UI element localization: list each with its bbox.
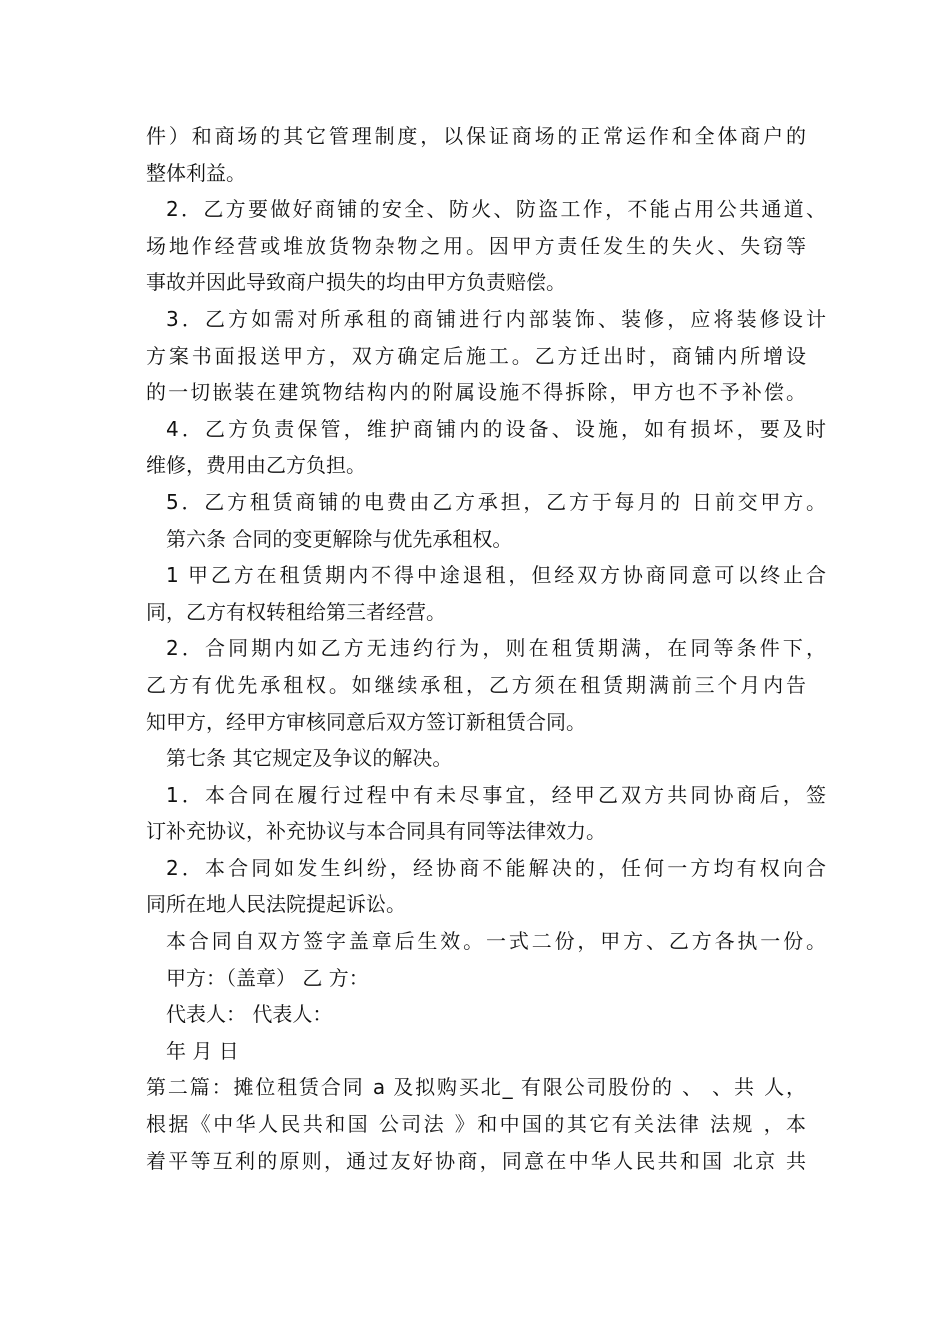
text-line: 维修，费用由乙方负担。	[146, 453, 366, 478]
section-heading: 第六条 合同的变更解除与优先承租权。	[166, 526, 513, 551]
text-line: 方案书面报送甲方，双方确定后施工。乙方迁出时，商铺内所增设	[146, 343, 806, 368]
section-heading: 第七条 其它规定及争议的解决。	[166, 746, 453, 771]
text-line: 事故并因此导致商户损失的均由甲方负责赔偿。	[146, 270, 566, 295]
text-line: 1．本合同在履行过程中有未尽事宜，经甲乙双方共同协商后，签	[166, 782, 826, 807]
text-line: 订补充协议，补充协议与本合同具有同等法律效力。	[146, 819, 606, 844]
text-line: 件）和商场的其它管理制度，以保证商场的正常运作和全体商户的	[146, 124, 806, 148]
signature-representative-line: 代表人： 代表人：	[166, 1002, 333, 1027]
text-line: 5．乙方租赁商铺的电费由乙方承担，乙方于每月的 日前交甲方。	[166, 489, 826, 514]
text-line: 1 甲乙方在租赁期内不得中途退租，但经双方协商同意可以终止合	[166, 563, 826, 588]
text-line: 根据《中华人民共和国 公司法 》和中国的其它有关法律 法规 ，本	[146, 1112, 806, 1137]
signature-date-line: 年 月 日	[166, 1038, 239, 1063]
text-line: 3．乙方如需对所承租的商铺进行内部装饰、装修，应将装修设计	[166, 306, 826, 331]
text-line: 2．本合同如发生纠纷，经协商不能解决的，任何一方均有权向合	[166, 855, 826, 880]
text-line: 4．乙方负责保管，维护商铺内的设备、设施，如有损坏，要及时	[166, 416, 826, 441]
text-line: 着平等互利的原则，通过友好协商，同意在中华人民共和国 北京 共	[146, 1148, 806, 1173]
text-line: 2．合同期内如乙方无违约行为，则在租赁期满，在同等条件下，	[166, 636, 826, 661]
text-line: 本合同自双方签字盖章后生效。一式二份，甲方、乙方各执一份。	[166, 929, 826, 954]
part-two-title-line: 第二篇：摊位租赁合同 a 及拟购买北_ 有限公司股份的 、 、共 人，	[146, 1075, 806, 1100]
text-line: 的一切嵌装在建筑物结构内的附属设施不得拆除，甲方也不予补偿。	[146, 380, 806, 405]
text-line: 同所在地人民法院提起诉讼。	[146, 892, 406, 917]
text-line: 同，乙方有权转租给第三者经营。	[146, 599, 446, 624]
document-body	[146, 118, 826, 1179]
text-line: 场地作经营或堆放货物杂物之用。因甲方责任发生的失火、失窃等	[146, 233, 806, 258]
signature-party-line: 甲方：（盖章） 乙 方：	[166, 965, 369, 990]
text-line: 乙方有优先承租权。如继续承租，乙方须在租赁期满前三个月内告	[146, 672, 806, 697]
text-line: 2．乙方要做好商铺的安全、防火、防盗工作，不能占用公共通道、	[166, 197, 826, 222]
text-line: 整体利益。	[146, 160, 246, 185]
text-line: 知甲方，经甲方审核同意后双方签订新租赁合同。	[146, 709, 586, 734]
